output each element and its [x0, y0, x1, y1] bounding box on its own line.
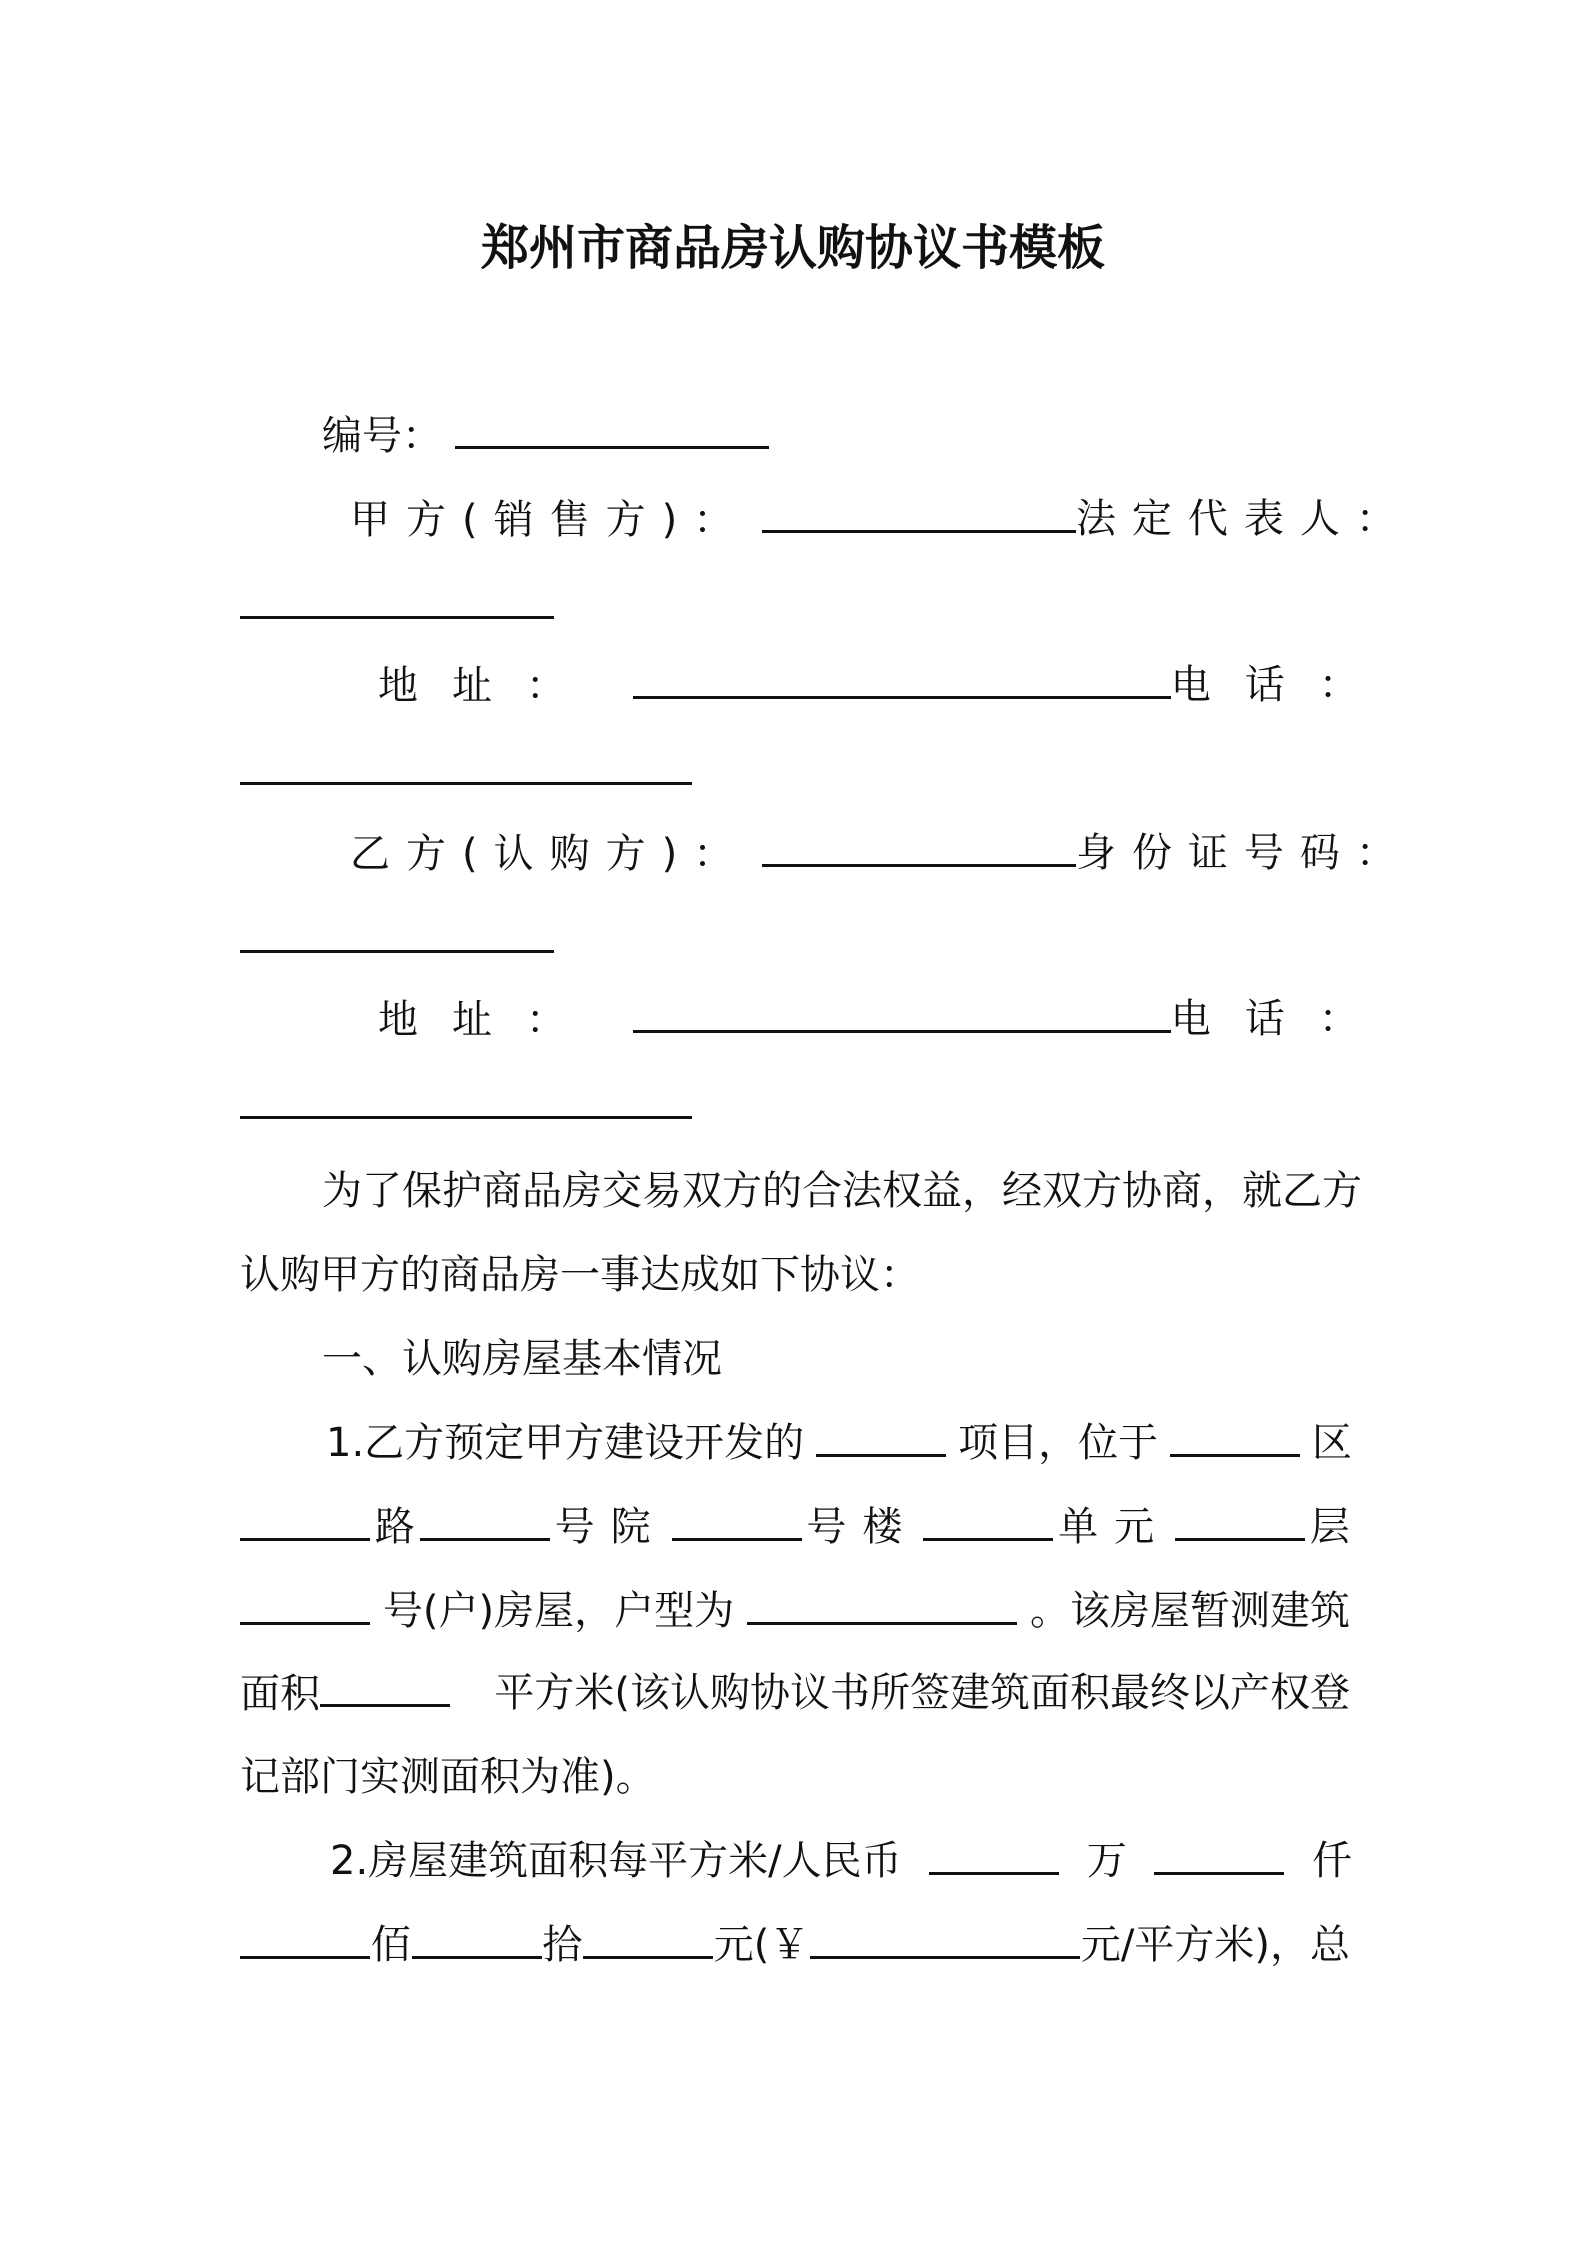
party-b-address-label: 地址：: [378, 997, 600, 1043]
party-a-phone-blank[interactable]: [240, 746, 692, 785]
serial-number-line: [322, 410, 1432, 461]
item-1-courtyard-label: 号院: [554, 1504, 667, 1550]
district-blank[interactable]: [1170, 1418, 1300, 1457]
party-a-address-blank[interactable]: [633, 660, 1171, 699]
item-2-line-2: [240, 1920, 1350, 1970]
legal-rep-label: 法定代表人：: [1075, 496, 1412, 542]
party-b-address-line: [378, 994, 1393, 1045]
price-yuan-blank[interactable]: [583, 1920, 713, 1959]
item-2-line-1: [330, 1836, 1352, 1886]
party-a-line: [350, 494, 1412, 545]
price-wan-blank[interactable]: [929, 1836, 1059, 1875]
item-1-room-label: 号(户)房屋，户型为: [382, 1588, 735, 1634]
party-a-blank[interactable]: [762, 494, 1076, 533]
item-2-qian-label: 仟: [1311, 1838, 1352, 1884]
item-2-unit-label: 元/平方米)，总: [1080, 1922, 1350, 1968]
party-b-blank[interactable]: [762, 828, 1076, 867]
item-1-text-a: 1.乙方预定甲方建设开发的: [326, 1420, 805, 1466]
project-name-blank[interactable]: [816, 1418, 946, 1457]
price-qian-blank[interactable]: [1154, 1836, 1284, 1875]
item-1-line-1: [326, 1418, 1352, 1468]
item-2-yuan-label: 元(￥: [713, 1922, 810, 1968]
item-1-floor-label: 层: [1309, 1504, 1350, 1550]
intro-paragraph-line-2: 认购甲方的商品房一事达成如下协议：: [240, 1252, 920, 1298]
id-number-blank[interactable]: [240, 914, 554, 953]
document-title: 郑州市商品房认购协议书模板: [480, 220, 1105, 276]
item-1-line-4: [240, 1668, 1350, 1719]
item-2-wan-label: 万: [1086, 1838, 1127, 1884]
item-1-text-c: 区: [1311, 1420, 1352, 1466]
serial-number-blank[interactable]: [455, 410, 769, 449]
item-1-area-label: 。该房屋暂测建筑: [1029, 1588, 1350, 1634]
id-number-label: 身份证号码：: [1075, 830, 1412, 876]
party-b-phone-label: 电话：: [1170, 996, 1393, 1042]
party-a-phone-line: [240, 746, 1350, 797]
item-2-shi-label: 拾: [542, 1922, 583, 1968]
item-1-area-word: 面积: [240, 1671, 320, 1717]
layout-blank[interactable]: [747, 1586, 1017, 1625]
item-2-text-a: 2.房屋建筑面积每平方米/人民币: [330, 1838, 902, 1884]
price-number-blank[interactable]: [810, 1920, 1080, 1959]
floor-blank[interactable]: [1175, 1502, 1305, 1541]
party-b-line: [350, 828, 1412, 879]
party-a-address-line: [378, 660, 1393, 711]
item-1-line-3: [240, 1586, 1350, 1636]
item-1-building-label: 号楼: [806, 1504, 919, 1550]
legal-rep-blank[interactable]: [240, 580, 554, 619]
intro-paragraph-line-1: 为了保护商品房交易双方的合法权益，经双方协商，就乙方: [322, 1168, 1362, 1214]
serial-number-label: 编号：: [322, 413, 442, 459]
unit-blank[interactable]: [923, 1502, 1053, 1541]
building-blank[interactable]: [672, 1502, 802, 1541]
road-blank[interactable]: [240, 1502, 370, 1541]
party-b-address-blank[interactable]: [633, 994, 1171, 1033]
id-number-line: [240, 914, 1350, 965]
section-1-heading: 一、认购房屋基本情况: [322, 1336, 722, 1382]
party-a-label: 甲方(销售方)：: [350, 497, 750, 543]
item-1-unit-label: 单元: [1058, 1504, 1171, 1550]
area-blank[interactable]: [320, 1668, 450, 1707]
item-2-bai-label: 佰: [370, 1922, 411, 1968]
legal-rep-line: [240, 580, 1350, 631]
party-b-phone-blank[interactable]: [240, 1080, 692, 1119]
party-a-address-label: 地址：: [378, 663, 600, 709]
price-shi-blank[interactable]: [412, 1920, 542, 1959]
price-bai-blank[interactable]: [240, 1920, 370, 1959]
item-1-area-note: 平方米(该认购协议书所签建筑面积最终以产权登: [494, 1670, 1350, 1716]
item-1-line-5: 记部门实测面积为准)。: [240, 1754, 656, 1800]
item-1-text-b: 项目，位于: [958, 1420, 1159, 1466]
courtyard-blank[interactable]: [420, 1502, 550, 1541]
party-b-phone-line: [240, 1080, 1350, 1131]
item-1-road-label: 路: [374, 1504, 415, 1550]
item-1-line-2: [240, 1502, 1350, 1552]
room-blank[interactable]: [240, 1586, 370, 1625]
party-a-phone-label: 电话：: [1170, 662, 1393, 708]
party-b-label: 乙方(认购方)：: [350, 831, 750, 877]
